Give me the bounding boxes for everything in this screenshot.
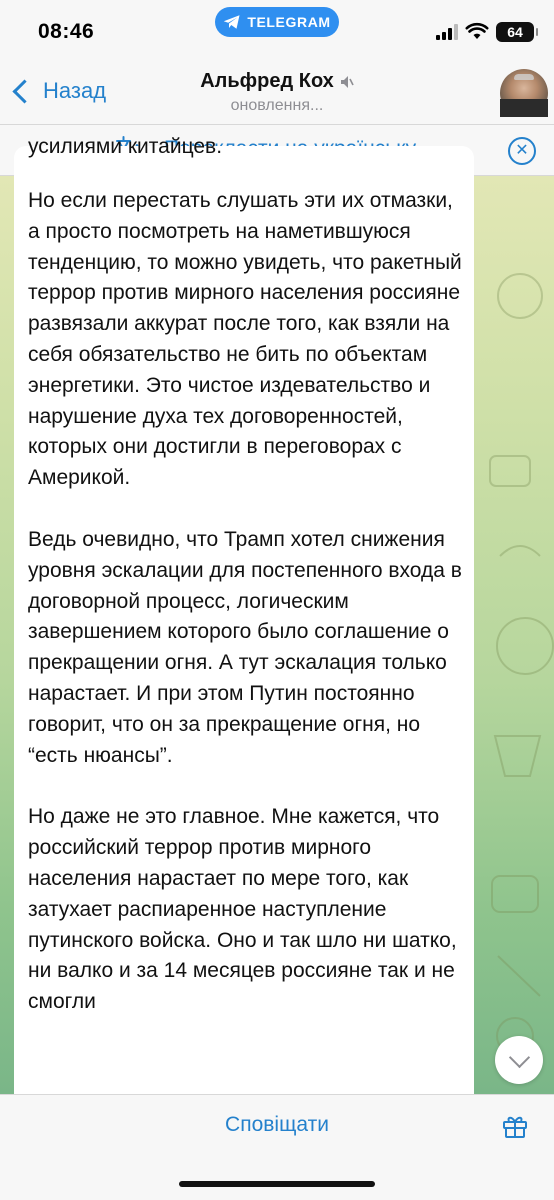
avatar[interactable] xyxy=(500,69,548,117)
wifi-icon xyxy=(466,24,488,40)
home-indicator xyxy=(179,1181,375,1187)
status-time: 08:46 xyxy=(38,20,95,43)
status-bar xyxy=(0,0,554,62)
chat-title: Альфред Кох xyxy=(200,70,334,92)
chat-header xyxy=(0,62,554,124)
message-paragraph: Но даже не это главное. Мне кажется, что российский террор против мирного населения нарастает по мере того, как затухает распиаренное наступление путинского войска. Оно и так шло ни шатко, ни валко и за 14 месяцев россияне так и не смогли xyxy=(28,805,457,1014)
message-bubble[interactable] xyxy=(14,135,474,1106)
notify-button[interactable]: Сповіщати xyxy=(225,1113,329,1136)
message-partial-line: усилиями китайцев. xyxy=(28,135,223,158)
signal-icon xyxy=(436,24,458,40)
battery-icon: 64 xyxy=(496,22,534,42)
back-label: Назад xyxy=(43,78,107,103)
message-paragraph: Но если перестать слушать эти их отмазки, а просто посмотреть на наметившуюся тенденцию, то можно увидеть, что ракетный террор против мирного населения россияне развязали аккурат после того, как взяли на себя обязательство не бить по объектам энергетики. Это чистое издевательство и нарушение духа тех договоренностей, которых они достигли в переговорах с Америкой. xyxy=(28,189,462,490)
message-paragraph: Ведь очевидно, что Трамп хотел снижения уровня эскалации для постепенного входа в договорной процесс, логическим завершением которого было соглашение о прекращении огня. А тут эскалация только нарастает. И при этом Путин постоянно говорит, что он за прекращение огня, но “есть нюансы”. xyxy=(28,527,462,767)
telegram-pill[interactable] xyxy=(215,7,339,37)
status-indicators xyxy=(436,22,534,42)
chat-area[interactable] xyxy=(0,135,554,1094)
gift-icon[interactable] xyxy=(502,1113,528,1139)
telegram-pill-label: TELEGRAM xyxy=(247,14,331,30)
chevron-down-icon xyxy=(508,1046,529,1067)
bottom-bar xyxy=(0,1094,554,1200)
message-text xyxy=(28,186,468,1049)
chat-title-area[interactable] xyxy=(0,70,554,115)
scroll-down-button[interactable] xyxy=(495,1036,543,1084)
chat-subtitle: оновлення... xyxy=(230,97,324,114)
close-icon[interactable]: ✕ xyxy=(508,137,536,165)
telegram-plane-icon xyxy=(223,14,241,30)
mute-icon xyxy=(340,75,354,89)
